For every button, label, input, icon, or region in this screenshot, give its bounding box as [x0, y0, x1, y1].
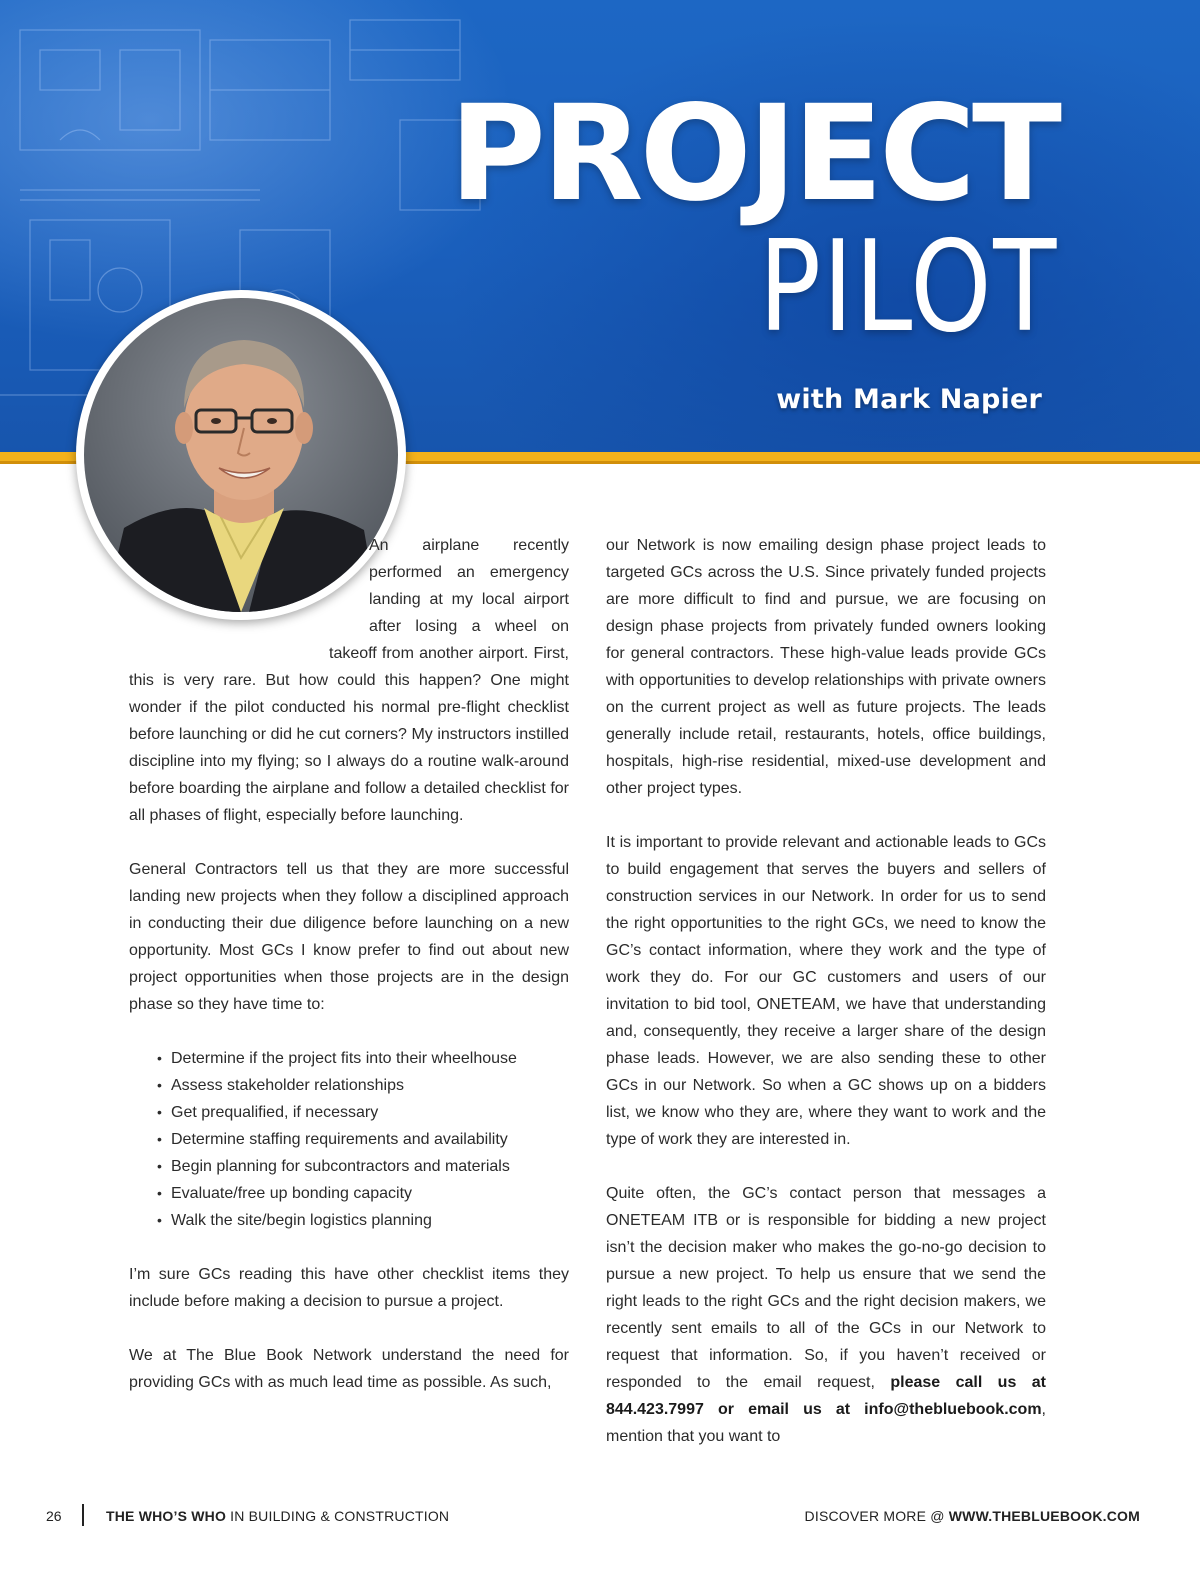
list-item: • Assess stakeholder relationships — [157, 1072, 569, 1099]
list-item: • Determine staffing requirements and availability — [157, 1126, 569, 1153]
footer-divider — [82, 1504, 84, 1526]
article-paragraph: We at The Blue Book Network understand the need for providing GCs with as much lead time as possible. As such, — [129, 1347, 569, 1391]
list-item: • Walk the site/begin logistics planning — [157, 1207, 569, 1234]
article-paragraph: General Contractors tell us that they are more successful landing new projects when they follow a disciplined approach in conducting their due diligence before launching on a new opportunity. Most GCs I know prefer to find out about new project opportunities when those projects are in the design phase so they have time to: — [129, 861, 569, 1013]
page-footer — [0, 1500, 1200, 1532]
publication-name — [106, 1508, 449, 1524]
discover-more — [805, 1508, 1140, 1524]
list-item: • Get prequalified, if necessary — [157, 1099, 569, 1126]
publication-name-bold: THE WHO’S WHO — [106, 1508, 227, 1524]
list-item: • Evaluate/free up bonding capacity — [157, 1180, 569, 1207]
list-item: • Determine if the project fits into their wheelhouse — [157, 1045, 569, 1072]
list-item: • Begin planning for subcontractors and materials — [157, 1153, 569, 1180]
article-paragraph: An airplane recently performed an emergency landing at my local airport after losing a wheel on takeoff from another airport. First, this is very rare. But how could this happen? One might wonder if the pilot conducted his normal pre-flight checklist before launching or did he cut corners? My instructors instilled discipline into my flying; so I always do a routine walk-around before boarding the airplane and follow a detailed checklist for all phases of flight, especially before launching. — [129, 537, 569, 824]
article-paragraph: I’m sure GCs reading this have other checklist items they include before making a decision to pursue a project. — [129, 1266, 569, 1310]
page-number: 26 — [46, 1508, 62, 1524]
article-paragraph — [606, 1180, 1046, 1450]
website-link[interactable]: WWW.THEBLUEBOOK.COM — [948, 1508, 1140, 1524]
discover-label: DISCOVER MORE @ — [804, 1508, 949, 1524]
publication-name-rest: IN BUILDING & CONSTRUCTION — [226, 1508, 450, 1524]
article-paragraph: It is important to provide relevant and actionable leads to GCs to build engagement that serves the buyers and sellers of construction services in our Network. In order for us to send the right opportunities to the right GCs, we need to know the GC’s contact information, where they work and the type of work they do. For our GC customers and users of our invitation to bid tool, ONETEAM, we have that understanding and, consequently, they receive a larger share of the design phase leads. However, we are also sending these to other GCs in our Network. So when a GC shows up on a bidders list, we know who they are, where they want to work and the type of work they are interested in. — [606, 834, 1046, 1148]
contact-tail-text: , mention that you want to — [606, 1401, 1046, 1445]
contact-lead-text: Quite often, the GC’s contact person that messages a ONETEAM ITB or is responsible for bidding a new project isn’t the decision maker who makes the go-no-go decision to pursue a new project. To help us ensure that we send the right leads to the right GCs and the right decision makers, we recently sent emails to all of the GCs in our Network to request that information. So, if you haven’t received or responded to the email request, — [606, 1185, 1046, 1391]
author-byline: with Mark Napier — [776, 384, 1042, 415]
title-project: PROJECT — [449, 77, 1058, 231]
contact-info: please call us at 844.423.7997 or email us at info@thebluebook.com — [606, 1374, 1046, 1418]
article-paragraph: our Network is now emailing design phase project leads to targeted GCs across the U.S. Since privately funded projects are more difficult to find and pursue, we are focusing on design phase projects from privately funded owners looking for general contractors. These high-value leads provide GCs with opportunities to develop relationships with private owners on the current project as well as future projects. The leads generally include retail, restaurants, hotels, office buildings, hospitals, high-rise residential, mixed-use development and other project types. — [606, 537, 1046, 797]
article-column-left — [129, 532, 569, 1396]
checklist-bullets — [157, 1045, 569, 1234]
title-pilot: PILOT — [758, 213, 1058, 360]
article-column-right — [606, 532, 1046, 1450]
